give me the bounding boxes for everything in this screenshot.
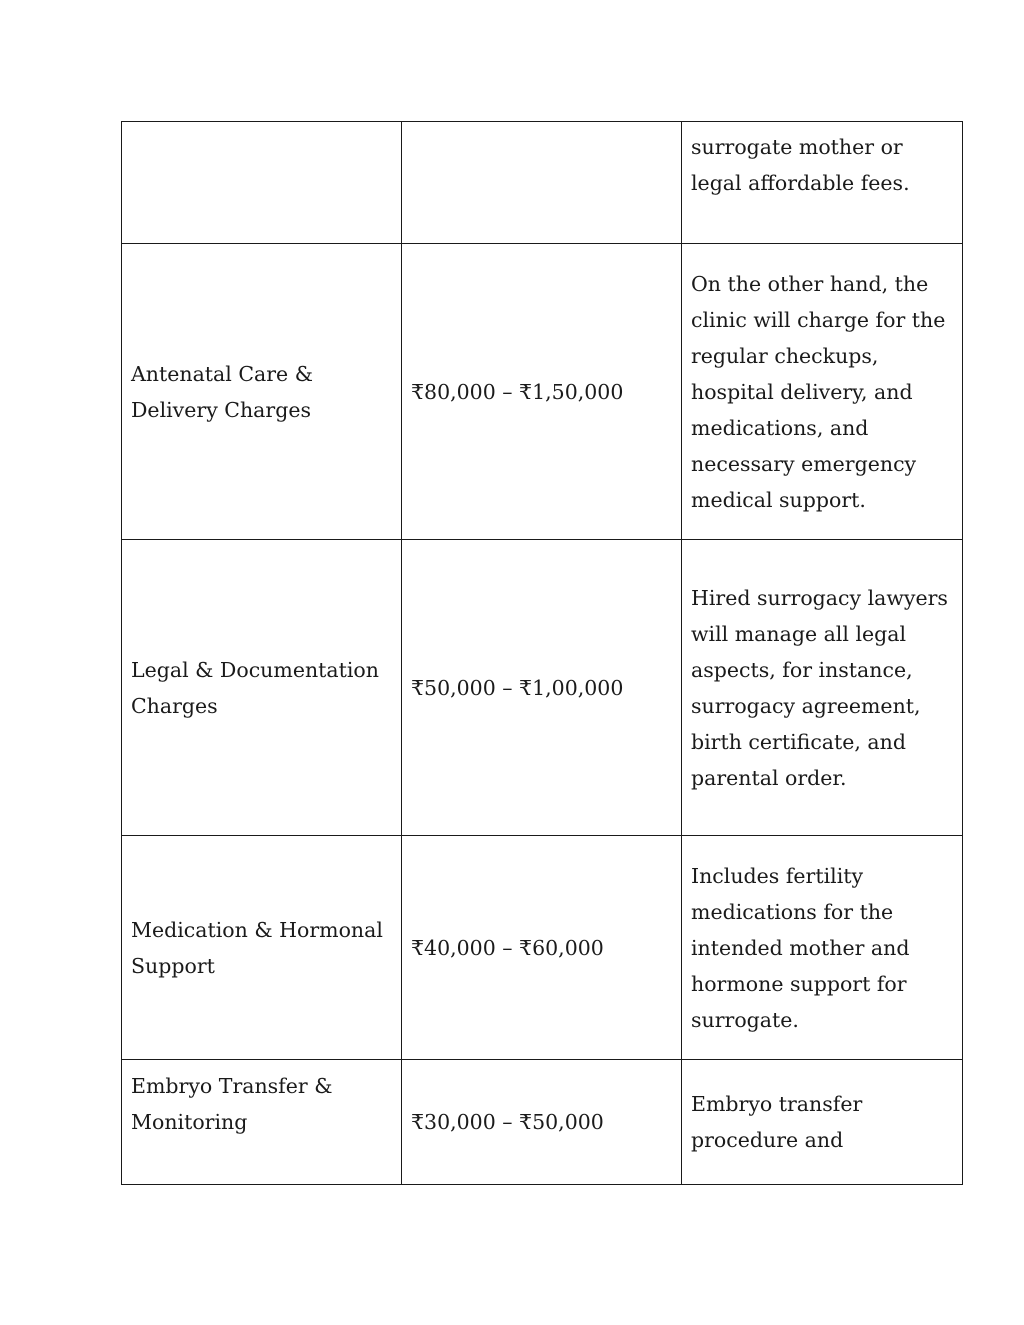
details-text: Embryo transfer procedure and: [691, 1092, 863, 1152]
cost-cell: [402, 836, 682, 1060]
cost-cell: [402, 244, 682, 540]
service-cell: [122, 244, 402, 540]
table-row: [122, 540, 963, 836]
service-text: Embryo Transfer & Monitoring: [131, 1074, 333, 1134]
service-text: Medication & Hormonal Support: [131, 917, 383, 978]
details-cell: [682, 244, 963, 540]
cost-text: ₹50,000 – ₹1,00,000: [411, 675, 624, 700]
cost-cell: [402, 1060, 682, 1185]
cost-text: ₹80,000 – ₹1,50,000: [411, 379, 624, 404]
table-row: [122, 122, 963, 244]
details-cell: [682, 836, 963, 1060]
details-cell: [682, 1060, 963, 1185]
service-text: Legal & Documentation Charges: [131, 657, 379, 718]
service-cell: [122, 122, 402, 244]
details-text: Hired surrogacy lawyers will manage all legal aspects, for instance, surrogacy agreement, birth certificate, and parental order.: [691, 585, 948, 790]
surrogacy-cost-table: [121, 121, 963, 1185]
cost-cell: [402, 122, 682, 244]
details-text: On the other hand, the clinic will charge for the regular checkups, hospital delivery, and medications, and necessary emergency medical support.: [691, 271, 946, 512]
service-text: Antenatal Care & Delivery Charges: [131, 361, 313, 422]
details-cell: [682, 540, 963, 836]
details-text: Includes fertility medications for the intended mother and hormone support for surrogate.: [691, 863, 910, 1032]
cost-text: ₹40,000 – ₹60,000: [411, 935, 604, 960]
cost-text: ₹30,000 – ₹50,000: [411, 1110, 604, 1134]
table-row: [122, 1060, 963, 1185]
details-cell: [682, 122, 963, 244]
table-row: [122, 836, 963, 1060]
service-cell: [122, 836, 402, 1060]
service-cell: [122, 1060, 402, 1185]
service-cell: [122, 540, 402, 836]
cost-cell: [402, 540, 682, 836]
details-text: surrogate mother or legal affordable fees.: [691, 135, 910, 195]
table-row: [122, 244, 963, 540]
